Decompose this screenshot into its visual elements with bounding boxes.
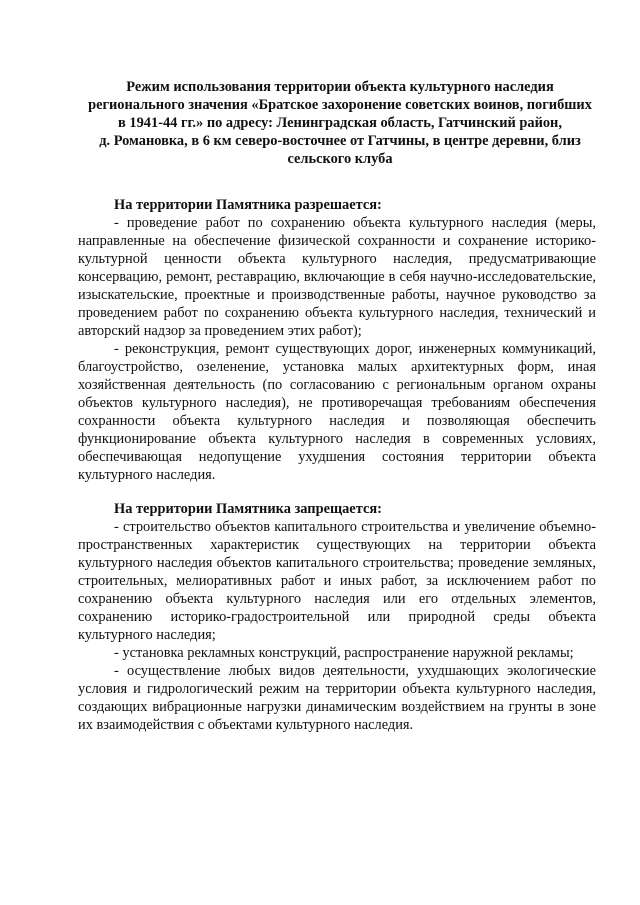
document-title — [78, 78, 596, 168]
permitted-paragraph-2: - реконструкция, ремонт существующих дорог, инженерных коммуникаций, благоустройство, озеленение, установка малых архитектурных форм, иная хозяйственная деятельность (по согласованию с региональным органом охраны объектов культурного наследия), не противоречащая требованиям обеспечения сохранности объекта культурного наследия и позволяющая обеспечить функционирование объекта культурного наследия в современных условиях, обеспечивающая недопущение ухудшения состояния территории объекта культурного наследия. — [78, 341, 596, 483]
title-line: сельского клуба — [287, 151, 393, 167]
permitted-paragraph-1: - проведение работ по сохранению объекта культурного наследия (меры, направленные на обеспечение физической сохранности и сохранение историко-культурной ценности объекта культурного наследия, предусматривающие консервацию, ремонт, реставрацию, включающие в себя научно-исследовательские, изыскательские, проектные и производственные работы, научное руководство за проведением работ по сохранению объекта культурного наследия, технический и авторский надзор за проведением этих работ); — [78, 215, 596, 339]
prohibited-paragraph-1: - строительство объектов капитального строительства и увеличение объемно-пространственных характеристик существующих на территории объекта культурного наследия объектов капитального строительства; проведение земляных, строительных, мелиоративных работ и иных работ, за исключением работ по сохранению объекта культурного наследия или его отдельных элементов, сохранению историко-градостроительной или природной среды объекта культурного наследия; — [78, 519, 596, 643]
title-line: Режим использования территории объекта культурного наследия — [126, 79, 554, 95]
title-line: регионального значения «Братское захоронение советских воинов, погибших — [88, 97, 592, 113]
prohibited-paragraph-2: - установка рекламных конструкций, распространение наружной рекламы; — [114, 645, 574, 661]
section-permitted — [78, 196, 596, 484]
section-prohibited — [78, 500, 596, 734]
prohibited-paragraph-3: - осуществление любых видов деятельности, ухудшающих экологические условия и гидрологический режим на территории объекта культурного наследия, создающих вибрационные нагрузки динамическим воздействием на грунты в зоне их взаимодействия с объектами культурного наследия. — [78, 663, 596, 733]
title-line: в 1941-44 гг.» по адресу: Ленинградская область, Гатчинский район, — [118, 115, 562, 131]
title-line: д. Романовка, в 6 км северо-восточнее от Гатчины, в центре деревни, близ — [99, 133, 581, 149]
section-heading-prohibited: На территории Памятника запрещается: — [114, 501, 382, 517]
section-heading-permitted: На территории Памятника разрешается: — [114, 197, 382, 213]
